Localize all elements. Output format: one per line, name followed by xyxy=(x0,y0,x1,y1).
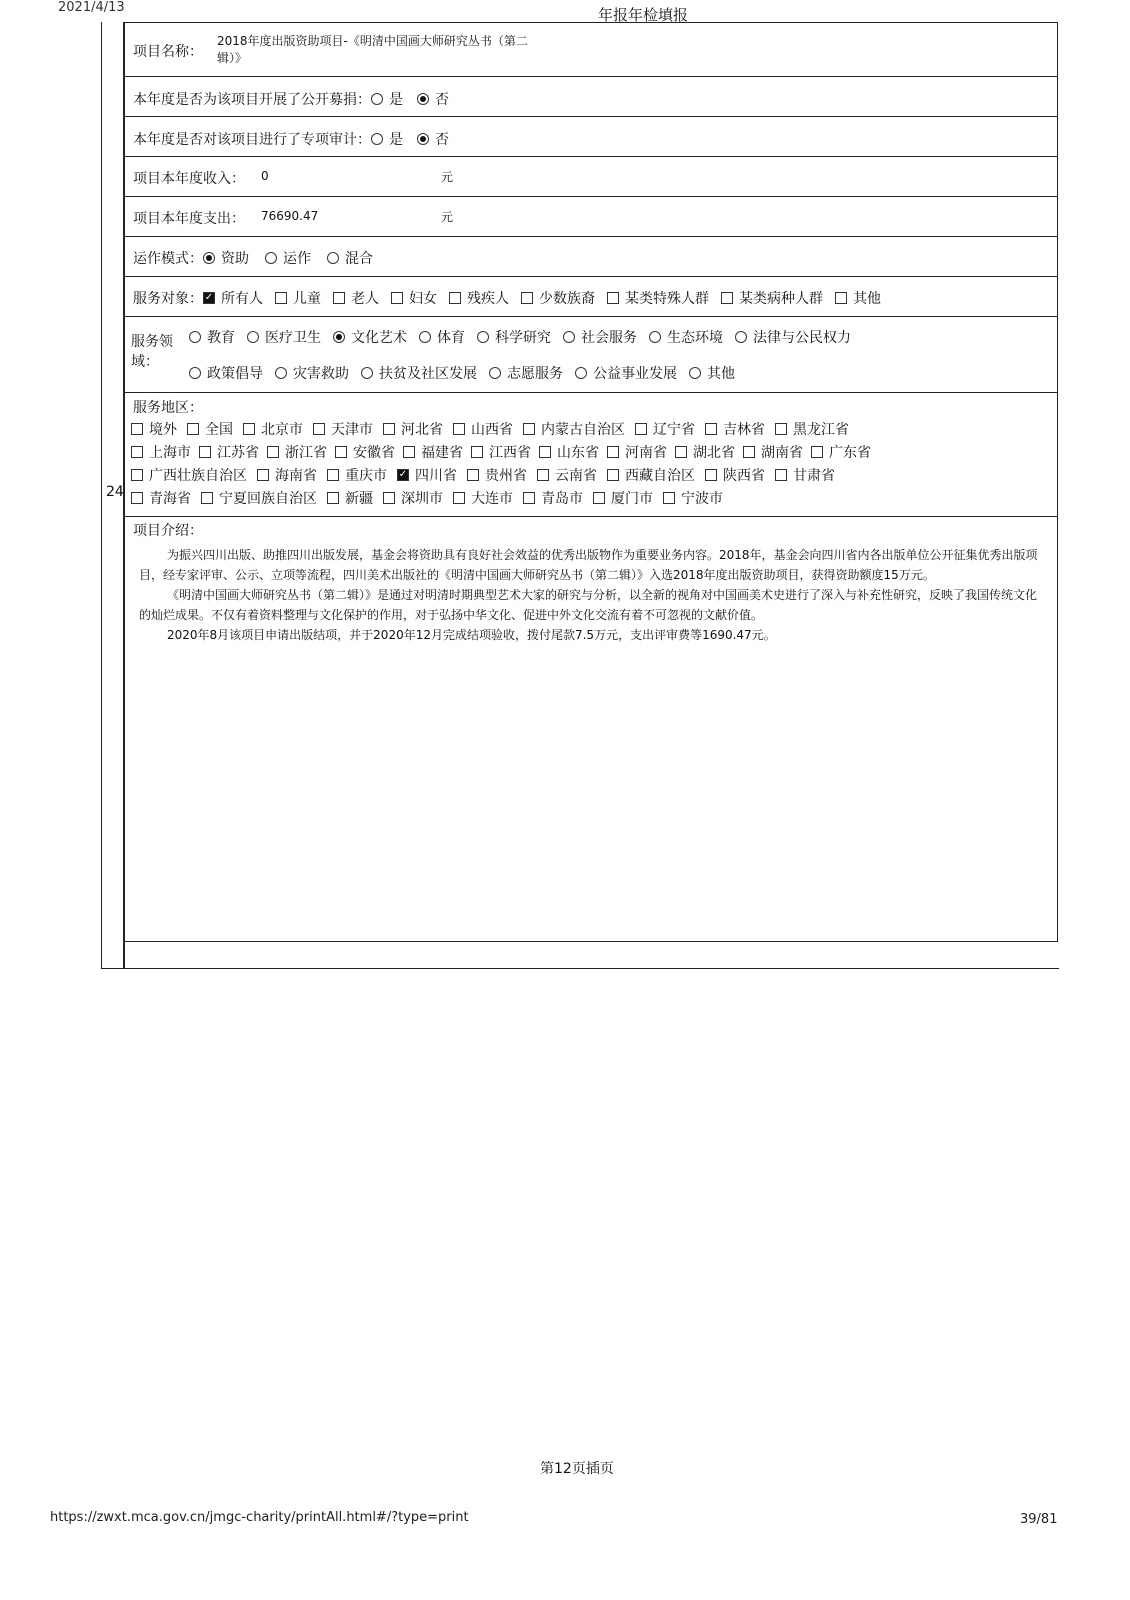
project-name-value xyxy=(217,32,567,66)
page-count: 39/81 xyxy=(1020,1512,1058,1527)
service-region-checkbox[interactable] xyxy=(539,446,551,458)
service-region-checkbox[interactable] xyxy=(635,423,647,435)
service-region-option-label: 境外 xyxy=(149,422,177,438)
service-region-option-label: 重庆市 xyxy=(345,468,387,484)
service-region-option-label: 宁波市 xyxy=(681,491,723,507)
service-target-option-label: 某类病种人群 xyxy=(739,291,823,307)
service-region-option[interactable] xyxy=(467,465,527,485)
service-field-option[interactable] xyxy=(275,363,349,383)
service-region-option[interactable] xyxy=(453,488,513,508)
service-region-option[interactable] xyxy=(131,442,191,462)
service-field-radio[interactable] xyxy=(361,367,373,379)
service-field-option-label: 文化艺术 xyxy=(351,330,407,346)
service-region-option[interactable] xyxy=(131,488,191,508)
operation-mode-option[interactable] xyxy=(265,248,311,268)
service-target-option-label: 某类特殊人群 xyxy=(625,291,709,307)
project-intro-row xyxy=(125,516,1058,942)
service-region-checkbox[interactable] xyxy=(199,446,211,458)
service-region-checkbox[interactable] xyxy=(705,469,717,481)
intro-paragraph-1: 为振兴四川出版、助推四川出版发展，基金会将资助具有良好社会效益的优秀出版物作为重要业务内容。2018年，基金会向四川省内各出版单位公开征集优秀出版项目，经专家评审、公示、立项等流程，四川美术出版社的《明清中国画大师研究丛书（第二辑）》入选2018年度出版资助项目，获得资助额度15万元。 xyxy=(139,548,1038,582)
project-name-row xyxy=(125,22,1058,76)
service-region-option[interactable] xyxy=(267,442,327,462)
service-region-checkbox[interactable] xyxy=(453,423,465,435)
service-region-option[interactable] xyxy=(539,442,599,462)
service-region-option-label: 厦门市 xyxy=(611,491,653,507)
service-field-option-label: 志愿服务 xyxy=(507,366,563,382)
service-region-option-label: 江西省 xyxy=(489,445,531,461)
service-target-option-label: 儿童 xyxy=(293,291,321,307)
service-field-radio[interactable] xyxy=(575,367,587,379)
operation-mode-radio[interactable] xyxy=(327,252,339,264)
service-field-radio[interactable] xyxy=(189,331,201,343)
service-field-option-label: 教育 xyxy=(207,330,235,346)
special-audit-yes[interactable]: 是 xyxy=(371,129,403,149)
service-region-checkbox[interactable] xyxy=(403,446,415,458)
service-region-option[interactable] xyxy=(663,488,723,508)
service-region-checkbox[interactable] xyxy=(267,446,279,458)
service-target-option[interactable] xyxy=(607,288,709,308)
special-audit-label: 本年度是否对该项目进行了专项审计： xyxy=(133,132,371,148)
service-region-option-label: 新疆 xyxy=(345,491,373,507)
service-field-radio[interactable] xyxy=(419,331,431,343)
service-target-checkbox[interactable] xyxy=(391,292,403,304)
service-region-checkbox[interactable] xyxy=(775,469,787,481)
service-field-label: 服务领 域： xyxy=(131,334,173,370)
service-region-option[interactable] xyxy=(635,419,695,439)
service-region-option-label: 黑龙江省 xyxy=(793,422,849,438)
service-target-option[interactable] xyxy=(275,288,321,308)
income-unit: 元 xyxy=(441,170,454,184)
row-number: 24 xyxy=(106,484,124,500)
service-target-option-label: 老人 xyxy=(351,291,379,307)
service-field-option-label: 法律与公民权力 xyxy=(753,330,851,346)
intro-paragraph-2: 《明清中国画大师研究丛书（第二辑）》是通过对明清时期典型艺术大家的研究与分析，以全新的视角对中国画美术史进行了深入与补充性研究，反映了我国传统文化的灿烂成果。不仅有着资料整理与文化保护的作用，对于弘扬中华文化、促进中外文化交流有着不可忽视的文献价值。 xyxy=(139,588,1038,622)
service-region-option[interactable] xyxy=(187,419,233,439)
public-fundraising-label: 本年度是否为该项目开展了公开募捐： xyxy=(133,92,371,108)
service-region-checkbox[interactable] xyxy=(523,423,535,435)
service-region-option-label: 山西省 xyxy=(471,422,513,438)
service-region-option[interactable] xyxy=(327,465,387,485)
service-region-checkbox[interactable] xyxy=(467,469,479,481)
service-region-checkbox[interactable] xyxy=(335,446,347,458)
service-region-checkbox[interactable] xyxy=(131,469,143,481)
service-region-option[interactable] xyxy=(775,465,835,485)
service-field-radio[interactable] xyxy=(563,331,575,343)
service-region-option[interactable] xyxy=(131,465,247,485)
income-row xyxy=(125,156,1058,196)
service-region-option-label: 海南省 xyxy=(275,468,317,484)
service-region-option[interactable] xyxy=(523,488,583,508)
service-region-checkbox[interactable] xyxy=(453,492,465,504)
project-name-line2: 辑）》 xyxy=(217,51,248,65)
service-region-label: 服务地区： xyxy=(133,400,203,416)
service-region-option-label: 深圳市 xyxy=(401,491,443,507)
expense-row xyxy=(125,196,1058,236)
service-region-checkbox[interactable] xyxy=(523,492,535,504)
service-region-option-label: 青岛市 xyxy=(541,491,583,507)
service-field-option[interactable] xyxy=(563,327,637,347)
service-region-checkbox[interactable] xyxy=(743,446,755,458)
service-region-option-label: 浙江省 xyxy=(285,445,327,461)
service-region-option[interactable] xyxy=(199,442,259,462)
expense-value: 76690.47 xyxy=(261,209,319,223)
service-region-option[interactable] xyxy=(201,488,317,508)
service-target-row xyxy=(125,276,1058,316)
service-field-option[interactable] xyxy=(689,363,735,383)
service-region-checkbox[interactable] xyxy=(675,446,687,458)
service-region-option[interactable] xyxy=(327,488,373,508)
service-field-option[interactable] xyxy=(489,363,563,383)
service-target-option[interactable] xyxy=(333,288,379,308)
service-region-option[interactable] xyxy=(607,465,695,485)
service-field-radio[interactable] xyxy=(489,367,501,379)
service-region-checkbox[interactable] xyxy=(811,446,823,458)
service-field-radio[interactable] xyxy=(275,367,287,379)
service-field-option-label: 公益事业发展 xyxy=(593,366,677,382)
service-target-option-label: 少数族裔 xyxy=(539,291,595,307)
project-name-line1: 2018年度出版资助项目-《明清中国画大师研究丛书（第二 xyxy=(217,34,528,48)
service-region-option-label: 安徽省 xyxy=(353,445,395,461)
service-region-option-label: 湖北省 xyxy=(693,445,735,461)
service-region-checkbox[interactable] xyxy=(131,492,143,504)
service-target-option[interactable] xyxy=(203,288,263,308)
service-region-checkbox[interactable] xyxy=(327,492,339,504)
service-region-option[interactable] xyxy=(313,419,373,439)
service-field-option-label: 政策倡导 xyxy=(207,366,263,382)
service-field-option-label: 医疗卫生 xyxy=(265,330,321,346)
service-region-option-label: 上海市 xyxy=(149,445,191,461)
service-region-checkbox[interactable] xyxy=(607,469,619,481)
service-region-option[interactable] xyxy=(131,419,177,439)
service-region-option-label: 天津市 xyxy=(331,422,373,438)
service-region-option-label: 云南省 xyxy=(555,468,597,484)
service-field-option-label: 灾害救助 xyxy=(293,366,349,382)
service-region-checkbox[interactable] xyxy=(607,446,619,458)
service-target-option-label: 其他 xyxy=(853,291,881,307)
service-field-option-label: 生态环境 xyxy=(667,330,723,346)
income-value: 0 xyxy=(261,169,269,183)
service-region-option-label: 湖南省 xyxy=(761,445,803,461)
service-region-option-label: 山东省 xyxy=(557,445,599,461)
service-region-option[interactable] xyxy=(743,442,803,462)
service-region-checkbox[interactable] xyxy=(383,423,395,435)
service-region-option-label: 贵州省 xyxy=(485,468,527,484)
service-region-option[interactable] xyxy=(607,442,667,462)
service-field-radio[interactable] xyxy=(477,331,489,343)
service-field-radio[interactable] xyxy=(333,331,345,343)
service-region-checkbox[interactable] xyxy=(131,423,143,435)
service-region-option-label: 河南省 xyxy=(625,445,667,461)
service-target-option-label: 妇女 xyxy=(409,291,437,307)
service-region-checkbox[interactable] xyxy=(705,423,717,435)
service-region-option[interactable] xyxy=(453,419,513,439)
service-target-checkbox[interactable] xyxy=(835,292,847,304)
service-region-option-label: 全国 xyxy=(205,422,233,438)
service-target-checkbox[interactable]: ✓ xyxy=(204,292,214,303)
service-target-checkbox[interactable] xyxy=(449,292,461,304)
service-target-label: 服务对象： xyxy=(133,291,203,307)
service-region-option-label: 大连市 xyxy=(471,491,513,507)
service-target-option-label: 残疾人 xyxy=(467,291,509,307)
expense-label: 项目本年度支出： xyxy=(133,211,245,227)
service-target-checkbox[interactable] xyxy=(521,292,533,304)
operation-mode-option-label: 资助 xyxy=(221,251,249,267)
service-region-checkbox[interactable] xyxy=(471,446,483,458)
operation-mode-radio[interactable] xyxy=(265,252,277,264)
service-target-option[interactable] xyxy=(521,288,595,308)
service-field-option[interactable] xyxy=(735,327,851,347)
service-region-checkbox[interactable] xyxy=(313,423,325,435)
print-date: 2021/4/13 xyxy=(58,0,125,15)
service-field-option[interactable] xyxy=(361,363,477,383)
service-field-option[interactable] xyxy=(649,327,723,347)
operation-mode-option[interactable] xyxy=(327,248,373,268)
service-field-option[interactable] xyxy=(419,327,465,347)
service-region-option[interactable] xyxy=(811,442,871,462)
service-field-radio[interactable] xyxy=(735,331,747,343)
service-target-option[interactable] xyxy=(835,288,881,308)
service-region-option-label: 青海省 xyxy=(149,491,191,507)
project-intro-text xyxy=(139,545,1039,645)
service-region-option[interactable] xyxy=(243,419,303,439)
service-region-option-label: 吉林省 xyxy=(723,422,765,438)
service-region-option[interactable] xyxy=(537,465,597,485)
service-target-checkbox[interactable] xyxy=(607,292,619,304)
service-region-option[interactable] xyxy=(383,488,443,508)
service-field-option[interactable] xyxy=(477,327,551,347)
service-field-option-label: 其他 xyxy=(707,366,735,382)
service-region-option[interactable] xyxy=(257,465,317,485)
intro-paragraph-3: 2020年8月该项目申请出版结项，并于2020年12月完成结项验收，拨付尾款7.5万元，支出评审费等1690.47元。 xyxy=(167,628,776,642)
service-region-checkbox[interactable] xyxy=(201,492,213,504)
service-region-checkbox[interactable] xyxy=(327,469,339,481)
service-region-option-label: 宁夏回族自治区 xyxy=(219,491,317,507)
service-field-row xyxy=(125,316,1058,392)
service-region-row xyxy=(125,392,1058,516)
service-target-option-label: 所有人 xyxy=(221,291,263,307)
service-field-option[interactable] xyxy=(189,363,263,383)
service-region-checkbox[interactable] xyxy=(257,469,269,481)
service-region-option[interactable] xyxy=(383,419,443,439)
income-label: 项目本年度收入： xyxy=(133,171,245,187)
service-field-radio[interactable] xyxy=(189,367,201,379)
service-target-checkbox[interactable] xyxy=(721,292,733,304)
service-region-option[interactable] xyxy=(705,465,765,485)
service-region-option-label: 北京市 xyxy=(261,422,303,438)
page-label: 第12页插页 xyxy=(540,1461,614,1477)
service-field-radio[interactable] xyxy=(649,331,661,343)
service-region-checkbox[interactable]: ✓ xyxy=(398,469,408,480)
special-audit-no[interactable]: 否 xyxy=(417,129,449,149)
service-region-option[interactable] xyxy=(523,419,625,439)
service-region-option-label: 甘肃省 xyxy=(793,468,835,484)
service-target-option[interactable] xyxy=(721,288,823,308)
service-target-option[interactable] xyxy=(449,288,509,308)
special-audit-row xyxy=(125,116,1058,156)
operation-mode-option[interactable] xyxy=(203,248,249,268)
service-region-option[interactable] xyxy=(675,442,735,462)
service-region-checkbox[interactable] xyxy=(131,446,143,458)
service-region-checkbox[interactable] xyxy=(187,423,199,435)
service-target-checkbox[interactable] xyxy=(275,292,287,304)
print-url: https://zwxt.mca.gov.cn/jmgc-charity/printAll.html#/?type=print xyxy=(50,1510,469,1525)
service-region-option-label: 四川省 xyxy=(415,468,457,484)
service-field-option-label: 体育 xyxy=(437,330,465,346)
service-field-option[interactable] xyxy=(333,327,407,347)
public-fundraising-yes[interactable]: 是 xyxy=(371,89,403,109)
service-region-option-label: 西藏自治区 xyxy=(625,468,695,484)
service-field-radio[interactable] xyxy=(247,331,259,343)
public-fundraising-no[interactable]: 否 xyxy=(417,89,449,109)
service-region-option-label: 江苏省 xyxy=(217,445,259,461)
operation-mode-label: 运作模式： xyxy=(133,251,203,267)
project-intro-label: 项目介绍： xyxy=(133,523,203,539)
service-field-option[interactable] xyxy=(247,327,321,347)
service-region-option[interactable] xyxy=(705,419,765,439)
service-region-option[interactable] xyxy=(403,442,463,462)
service-region-option[interactable] xyxy=(593,488,653,508)
service-region-checkbox[interactable] xyxy=(243,423,255,435)
service-region-option[interactable] xyxy=(775,419,849,439)
service-region-checkbox[interactable] xyxy=(775,423,787,435)
project-name-label: 项目名称： xyxy=(133,44,203,60)
operation-mode-radio[interactable] xyxy=(203,252,215,264)
page-header-title: 年报年检填报 xyxy=(598,6,689,24)
service-region-option-label: 广西壮族自治区 xyxy=(149,468,247,484)
service-target-option[interactable] xyxy=(391,288,437,308)
operation-mode-row xyxy=(125,236,1058,276)
service-region-checkbox[interactable] xyxy=(663,492,675,504)
service-region-option[interactable] xyxy=(471,442,531,462)
service-field-option-label: 扶贫及社区发展 xyxy=(379,366,477,382)
service-region-option-label: 广东省 xyxy=(829,445,871,461)
operation-mode-option-label: 运作 xyxy=(283,251,311,267)
service-region-option[interactable] xyxy=(397,465,457,485)
service-field-option-label: 社会服务 xyxy=(581,330,637,346)
operation-mode-option-label: 混合 xyxy=(345,251,373,267)
public-fundraising-row xyxy=(125,76,1058,116)
service-field-option[interactable] xyxy=(189,327,235,347)
service-target-checkbox[interactable] xyxy=(333,292,345,304)
service-region-option-label: 辽宁省 xyxy=(653,422,695,438)
service-region-checkbox[interactable] xyxy=(537,469,549,481)
service-region-option[interactable] xyxy=(335,442,395,462)
service-region-checkbox[interactable] xyxy=(383,492,395,504)
service-field-option[interactable] xyxy=(575,363,677,383)
service-region-checkbox[interactable] xyxy=(593,492,605,504)
service-region-option-label: 陕西省 xyxy=(723,468,765,484)
service-field-option-label: 科学研究 xyxy=(495,330,551,346)
service-region-option-label: 河北省 xyxy=(401,422,443,438)
expense-unit: 元 xyxy=(441,210,454,224)
service-region-option-label: 内蒙古自治区 xyxy=(541,422,625,438)
service-region-option-label: 福建省 xyxy=(421,445,463,461)
service-field-radio[interactable] xyxy=(689,367,701,379)
